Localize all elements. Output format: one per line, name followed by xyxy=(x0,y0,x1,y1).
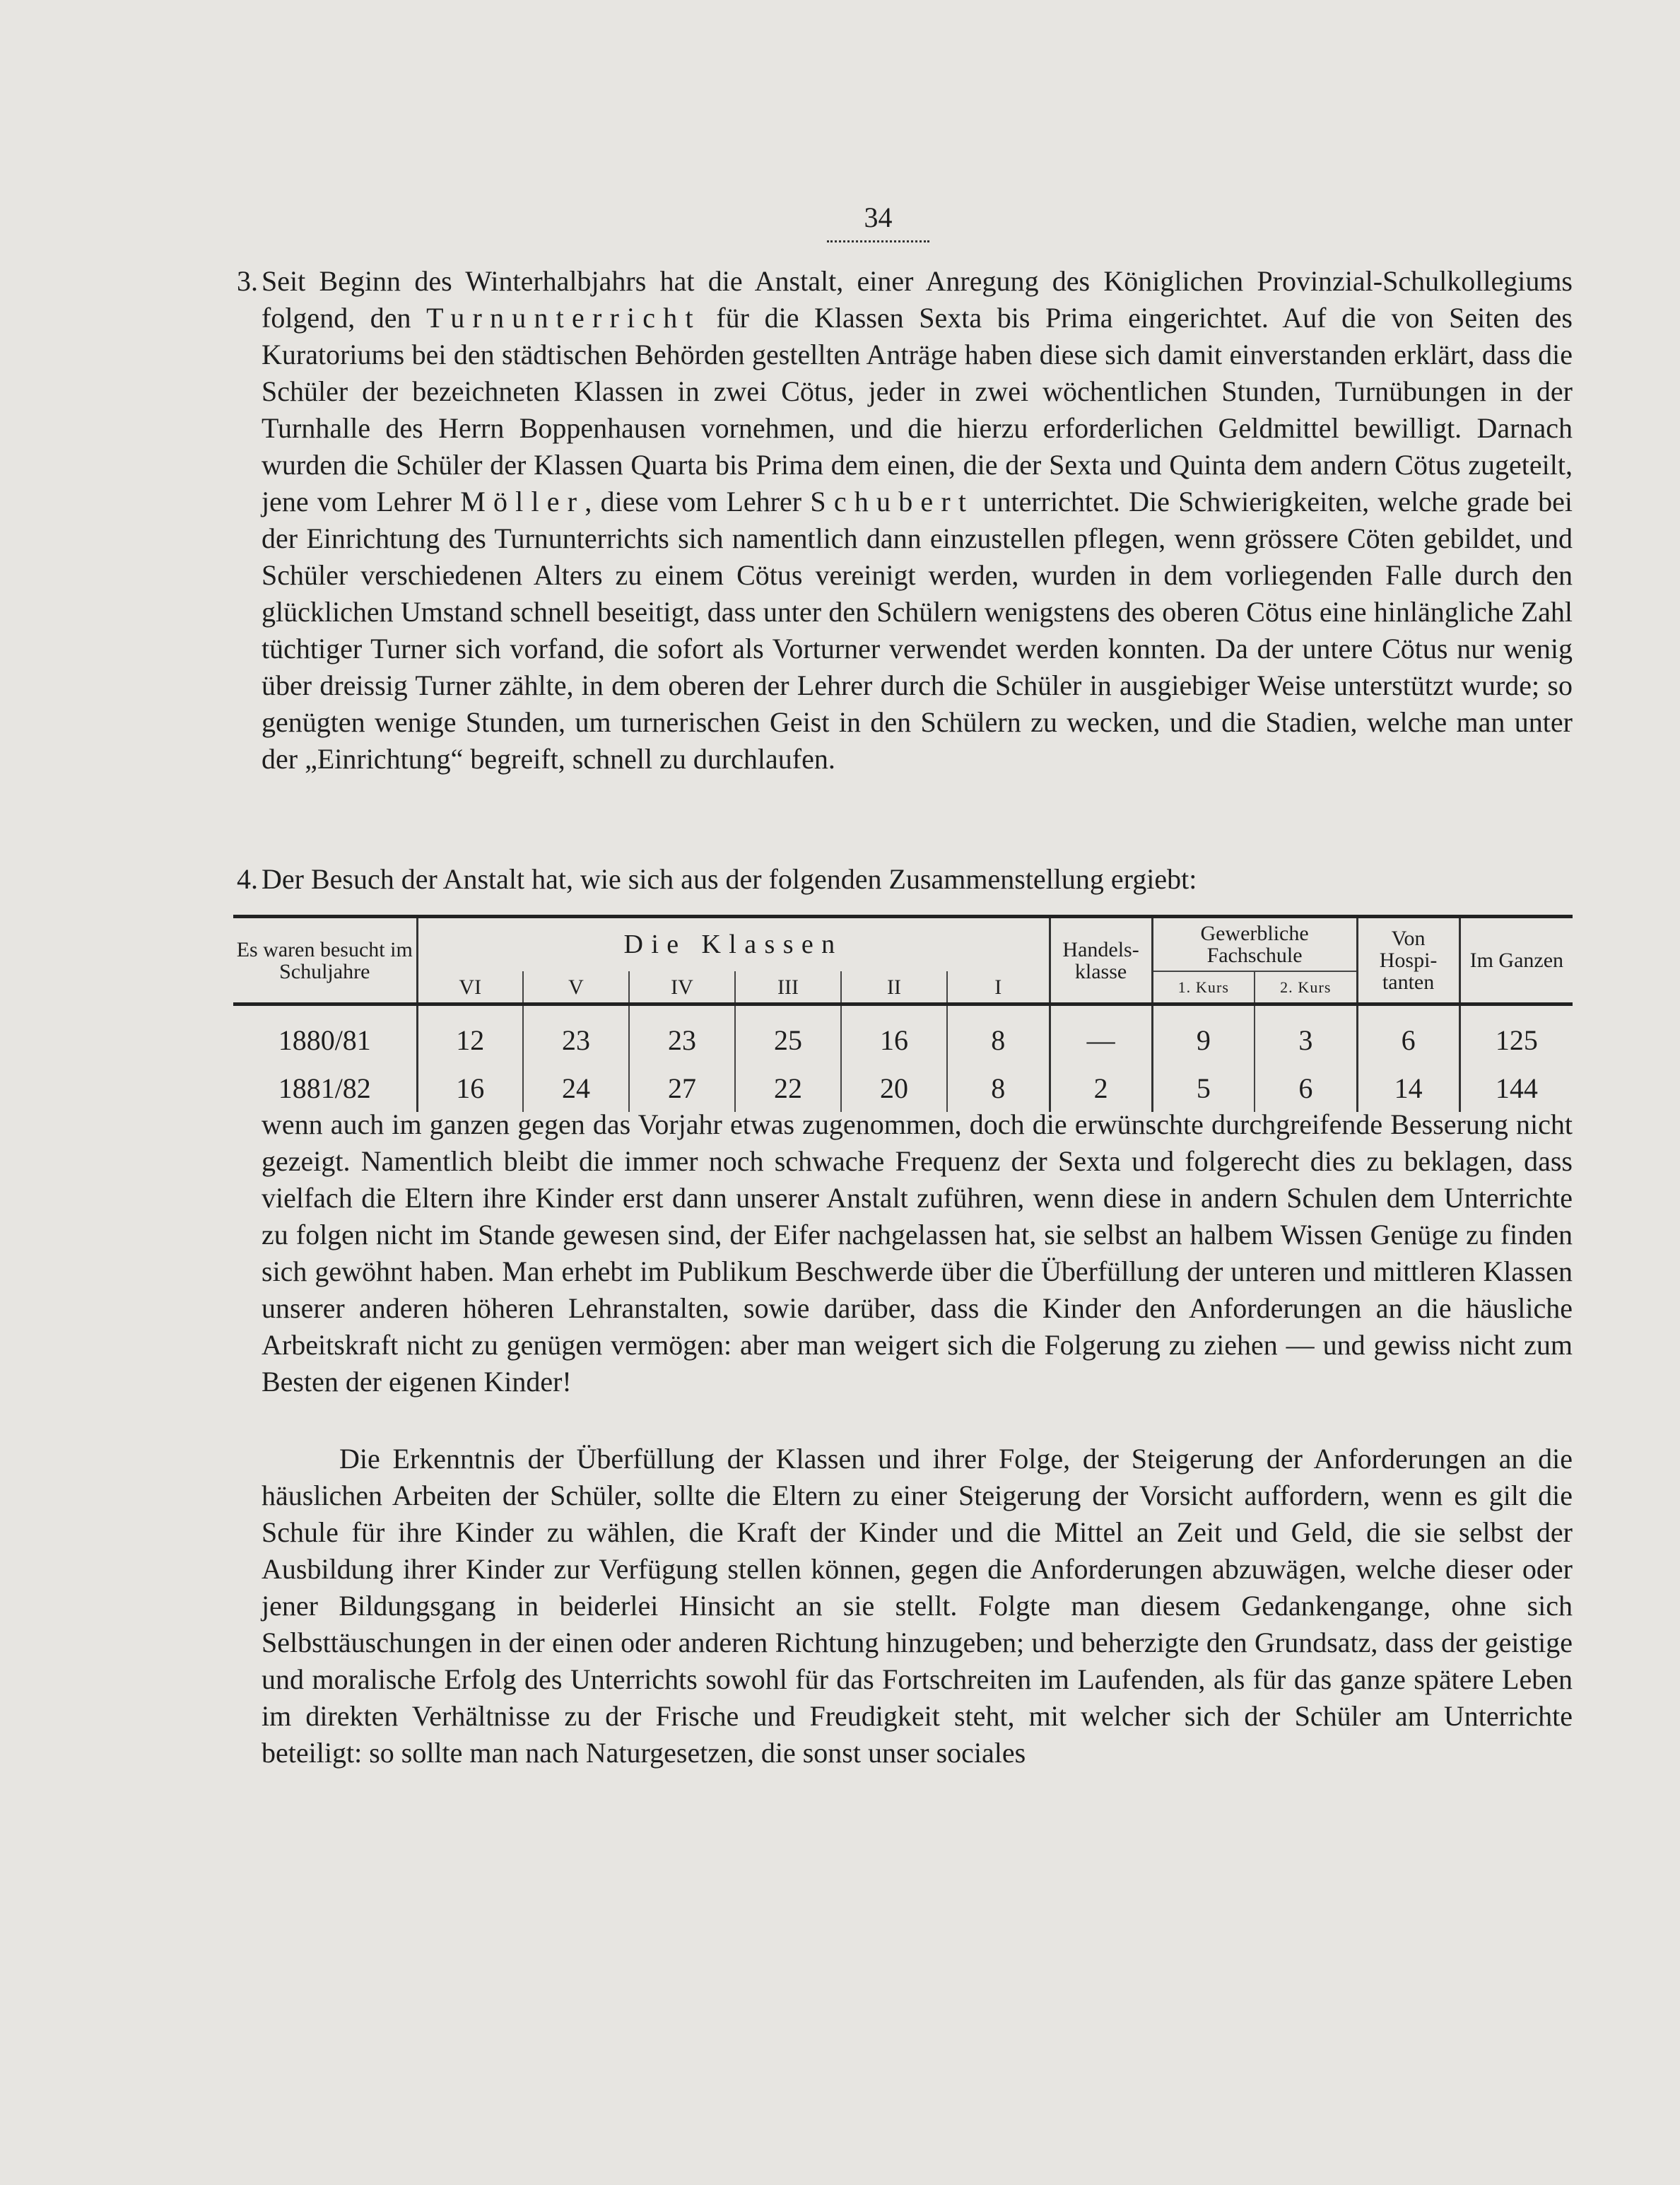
header-class-ii: II xyxy=(841,971,947,1004)
closing-paragraph: Die Erkenntnis der Überfüllung der Klassen und ihrer Folge, der Steigerung der Anforderungen an die häuslichen Arbeiten der Schüler, sollte die Eltern zu einer Steigerung der Vorsicht auffordern, wenn es gilt die Schule für ihre Kinder zu wählen, die Kraft der Kinder und die Mittel an Zeit und Geld, die sie selbst der Ausbildung ihrer Kinder zur Verfügung stellen können, gegen die Anforderungen abzuwägen, welche dieser oder jener Bildungsgang in beiderlei Hinsicht an sie stellt. Folgte man diesem Gedankengange, ohne sich Selbsttäuschungen in der einen oder anderen Richtung hinzugeben; und beherzigte den Grundsatz, dass der geistige und moralische Erfolg des Unterrichts sowohl für das Fortschreiten im Laufenden, als für das ganze spätere Leben im direkten Verhältnisse zu der Frische und Freudigkeit steht, mit welcher sich der Schüler am Unterrichte beteiligt: so sollte man nach Naturgesetzen, die sonst unser sociales xyxy=(262,1443,1573,1769)
attendance-table xyxy=(233,915,1573,1112)
cell-hospitanten: 14 xyxy=(1357,1064,1459,1112)
header-class-iii: III xyxy=(735,971,841,1004)
section-4-intro xyxy=(237,861,1573,898)
cell-iv: 23 xyxy=(629,1004,735,1065)
table-row xyxy=(233,1064,1573,1112)
cell-i: 8 xyxy=(947,1064,1050,1112)
cell-vi: 16 xyxy=(417,1064,523,1112)
section-3-emphasis-turnunterricht: Turnunterricht xyxy=(426,302,701,334)
cell-ii: 16 xyxy=(841,1004,947,1065)
section-3-text-b: für die Klassen Sexta bis Prima eingerichtet. Auf die von Seiten des Kuratoriums bei den städtischen Behörden gestellten Anträge haben diese sich damit einverstanden erklärt, dass die Schüler der bezeichneten Klassen in zwei Cötus, jeder in zwei wöchentlichen Stunden, Turnübungen in der Turnhalle des Herrn Boppenhausen vornehmen, und die hierzu erforderlichen Geldmittel bewilligt. Darnach wurden die Schüler der Klassen Quarta bis Prima dem einen, die der Sexta und Quinta dem andern Cötus zugeteilt, jene vom Lehrer xyxy=(262,302,1573,517)
section-4-number: 4. xyxy=(237,863,258,895)
header-im-ganzen: Im Ganzen xyxy=(1459,917,1573,1004)
attendance-table-container xyxy=(233,915,1573,1112)
cell-vi: 12 xyxy=(417,1004,523,1065)
row-year: 1880/81 xyxy=(278,1024,371,1056)
section-3-number: 3. xyxy=(237,265,258,297)
header-kurs-2: 2. Kurs xyxy=(1255,971,1357,1004)
cell-v: 23 xyxy=(523,1004,629,1065)
header-class-i: I xyxy=(947,971,1050,1004)
cell-handelsklasse: — xyxy=(1050,1004,1152,1065)
cell-total: 144 xyxy=(1459,1064,1573,1112)
section-3-text-a: Seit Beginn des Winterhalbjahrs hat die Anstalt, einer Anregung des Königlichen Provinzial-Schulkollegiums folgend, den xyxy=(262,265,1573,334)
page-number-rule xyxy=(827,240,929,242)
cell-i: 8 xyxy=(947,1004,1050,1065)
cell-ii: 20 xyxy=(841,1064,947,1112)
cell-kurs-1: 9 xyxy=(1152,1004,1255,1065)
header-gewerbliche-fachschule: Gewerbliche Fachschule xyxy=(1152,917,1357,972)
header-class-vi: VI xyxy=(417,971,523,1004)
header-die-klassen: Die Klassen xyxy=(417,917,1050,972)
cell-iii: 22 xyxy=(735,1064,841,1112)
section-3-emphasis-schubert: Schubert xyxy=(810,486,975,517)
header-handelsklasse: Handels-klasse xyxy=(1050,917,1152,1004)
after-table-paragraph: wenn auch im ganzen gegen das Vorjahr etwas zugenommen, doch die erwünschte durchgreifende Besserung nicht gezeigt. Namentlich bleibt die immer noch schwache Frequenz der Sexta und folgerecht dies zu beklagen, dass vielfach die Eltern ihre Kinder erst dann unserer Anstalt zuführen, wenn diese in andern Schulen dem Unterrichte zu folgen nicht im Stande gewesen sind, der Eifer nachgelassen hat, sie selbst an halbem Wissen Genüge zu finden sich gewöhnt haben. Man erhebt im Publikum Beschwerde über die Überfüllung der unteren und mittleren Klassen unserer anderen höheren Lehranstalten, sowie darüber, dass die Kinder den Anforderungen an die häusliche Arbeitskraft nicht zu genügen vermögen: aber man weigert sich die Folgerung zu ziehen — und gewiss nicht zum Besten der eigenen Kinder! xyxy=(262,1108,1573,1398)
cell-handelsklasse: 2 xyxy=(1050,1064,1152,1112)
cell-kurs-2: 3 xyxy=(1255,1004,1357,1065)
table-header xyxy=(233,917,1573,1004)
cell-kurs-2: 6 xyxy=(1255,1064,1357,1112)
section-4-text: Der Besuch der Anstalt hat, wie sich aus der folgenden Zusammenstellung ergiebt: xyxy=(262,863,1197,895)
cell-total: 125 xyxy=(1459,1004,1573,1065)
section-3-emphasis-moeller: Möller xyxy=(460,486,585,517)
page-number: 34 xyxy=(864,201,893,233)
section-3-paragraph xyxy=(237,263,1573,778)
table-body xyxy=(233,1004,1573,1113)
table-row xyxy=(233,1004,1573,1065)
header-kurs-1: 1. Kurs xyxy=(1152,971,1255,1004)
header-class-v: V xyxy=(523,971,629,1004)
header-school-year: Es waren besucht im Schuljahre xyxy=(233,917,417,1004)
section-3-text-c: , diese vom Lehrer xyxy=(585,486,811,517)
cell-hospitanten: 6 xyxy=(1357,1004,1459,1065)
section-3-text-d: unterrichtet. Die Schwierigkeiten, welche grade bei der Einrichtung des Turnunterrichts sich namentlich dann einzustellen pflegen, wenn grössere Cöten gebildet, und Schüler verschiedenen Alters zu einem Cötus vereinigt werden, wurden in dem vorliegenden Falle durch den glücklichen Umstand schnell beseitigt, dass unter den Schülern wenigstens des oberen Cötus eine hinlängliche Zahl tüchtiger Turner sich vorfand, die sofort als Vorturner verwendet werden konnten. Da der untere Cötus nur wenig über dreissig Turner zählte, in dem oberen der Lehrer durch die Schüler in ausgiebiger Weise unterstützt wurde; so genügten wenige Stunden, um turnerischen Geist in den Schülern zu wecken, und die Stadien, welche man unter der „Einrichtung“ begreift, schnell zu durchlaufen. xyxy=(262,486,1573,775)
cell-iii: 25 xyxy=(735,1004,841,1065)
cell-iv: 27 xyxy=(629,1064,735,1112)
header-hospitanten: Von Hospi-tanten xyxy=(1357,917,1459,1004)
cell-kurs-1: 5 xyxy=(1152,1064,1255,1112)
row-year: 1881/82 xyxy=(278,1072,371,1104)
header-class-iv: IV xyxy=(629,971,735,1004)
cell-v: 24 xyxy=(523,1064,629,1112)
